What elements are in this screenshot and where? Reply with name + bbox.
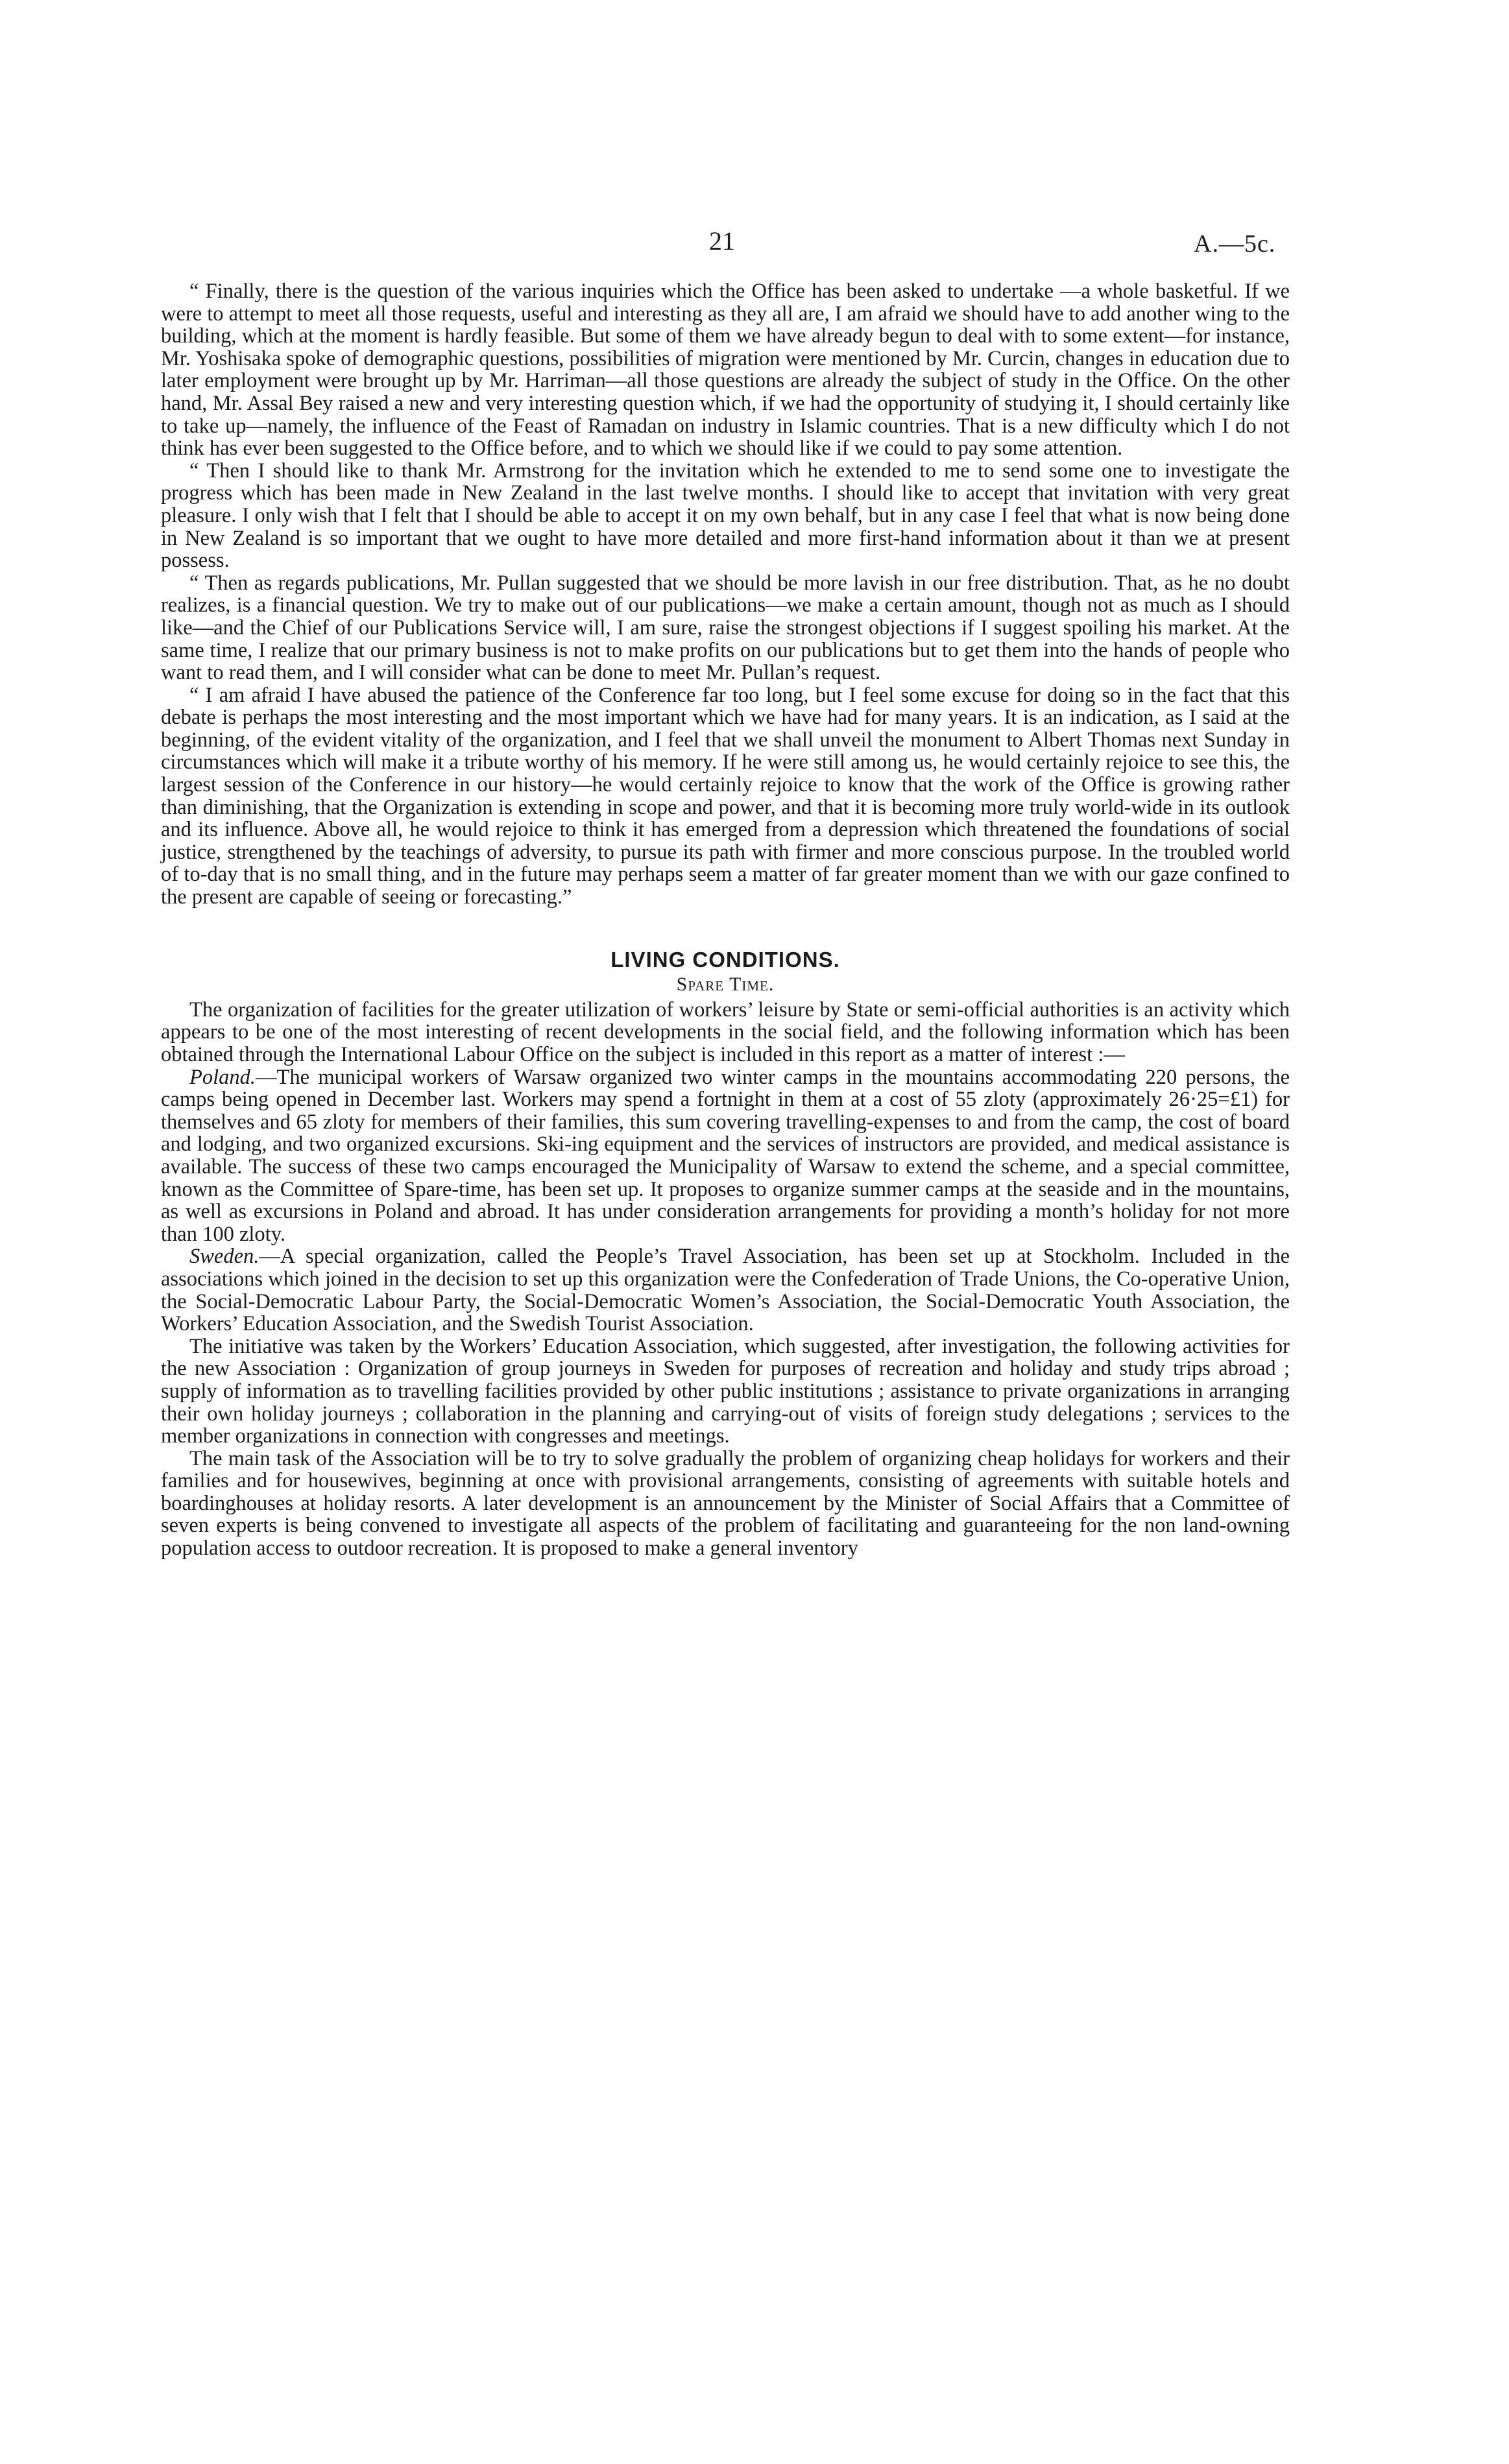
sweden-text: —A special organization, called the People’s Travel Association, has been set up at Stockholm. Included in the associations which joined in the decision to set up this organization were the Confederation of Trade Unions, the Co-operative Union, the Social-Democratic Labour Party, the Social-Democratic Women’s Association, the Social-Democratic Youth Association, the Workers’ Education Association, and the Swedish Tourist Association. <box>161 1245 1290 1336</box>
sweden-paragraph <box>161 1245 1290 1335</box>
poland-paragraph <box>161 1066 1290 1246</box>
section-subheading: Spare Time. <box>676 974 775 996</box>
document-reference: A.—5c. <box>1194 230 1276 257</box>
speech-paragraph: “ I am afraid I have abused the patience of the Conference far too long, but I feel some excuse for doing so in the fact that this debate is perhaps the most interesting and the most important which we have had for many years. It is an indication, as I said at the beginning, of the evident vitality of the organization, and I feel that we shall unveil the monument to Albert Thomas next Sunday in circumstances which will make it a tribute worthy of his memory. If he were still among us, he would certainly rejoice to see this, the largest session of the Conference in our history—he would certainly rejoice to know that the work of the Office is growing rather than diminishing, that the Organization is extending in scope and power, and that it is becoming more truly world-wide in its outlook and its influence. Above all, he would rejoice to think it has emerged from a depression which threatened the foundations of social justice, strengthened by the teachings of adversity, to pursue its path with firmer and more conscious purpose. In the troubled world of to-day that is no small thing, and in the future may perhaps seem a matter of far greater moment than we with our gaze confined to the present are capable of seeing or forecasting.” <box>161 683 1290 909</box>
continuation-paragraph: The initiative was taken by the Workers’ Education Association, which suggested, after investigation, the following activities for the new Association : Organization of group journeys in Sweden for purposes of recreation and holiday and study trips abroad ; supply of information as to travelling facilities provided by other public institutions ; assistance to private organizations in arranging their own holiday journeys ; collaboration in the planning and carrying-out of visits of foreign study delegations ; services to the member organizations in connection with congresses and meetings. <box>161 1334 1290 1448</box>
continuation-paragraph: The main task of the Association will be to try to solve gradually the problem of organizing cheap holidays for workers and their families and for housewives, beginning at once with provisional arrangements, consisting of agreements with suitable hotels and boardinghouses at holiday resorts. A later development is an announcement by the Minister of Social Affairs that a Committee of seven experts is being convened to investigate all aspects of the problem of facilitating and guaranteeing for the non land-owning population access to outdoor recreation. It is proposed to make a general inventory <box>161 1446 1290 1561</box>
country-label-sweden: Sweden. <box>189 1245 260 1269</box>
page-body <box>161 280 1290 1560</box>
speech-paragraph: “ Then as regards publications, Mr. Pullan suggested that we should be more lavish in our free distribution. That, as he no doubt realizes, is a financial question. We try to make out of our publications—we make a certain amount, though not as much as I should like—and the Chief of our Publications Service will, I am sure, raise the strongest objections if I suggest spoiling his market. At the same time, I realize that our primary business is not to make profits on our publications but to get them into the hands of people who want to read them, and I will consider what can be done to meet Mr. Pullan’s request. <box>161 571 1290 685</box>
country-label-poland: Poland. <box>189 1065 256 1089</box>
intro-paragraph: The organization of facilities for the greater utilization of workers’ leisure by State or semi-official authorities is an activity which appears to be one of the most interesting of recent developments in the social field, and the following information which has been obtained through the International Labour Office on the subject is included in this report as a matter of interest :— <box>161 998 1290 1066</box>
poland-text: —The municipal workers of Warsaw organized two winter camps in the mountains accommodating 220 persons, the camps being opened in December last. Workers may spend a fortnight in them at a cost of 55 zloty (approximately 26·25=£1) for themselves and 65 zloty for members of their families, this sum covering travelling-expenses to and from the camp, the cost of board and lodging, and two organized excursions. Ski-ing equipment and the services of instructors are provided, and medical assistance is available. The success of these two camps encouraged the Municipality of Warsaw to extend the scheme, and a special committee, known as the Committee of Spare-time, has been set up. It proposes to organize summer camps at the seaside and in the mountains, as well as excursions in Poland and abroad. It has under consideration arrangements for providing a month’s holiday for not more than 100 zloty. <box>161 1065 1290 1246</box>
page-number: 21 <box>709 226 735 256</box>
speech-paragraph: “ Finally, there is the question of the various inquiries which the Office has been asked to undertake —a whole basketful. If we were to attempt to meet all those requests, useful and interesting as they all are, I am afraid we should have to add another wing to the building, which at the moment is hardly feasible. But some of them we have already begun to deal with to some extent—for instance, Mr. Yoshisaka spoke of demographic questions, possibilities of migration were mentioned by Mr. Curcin, changes in education due to later employment were brought up by Mr. Harriman—all those questions are already the subject of study in the Office. On the other hand, Mr. Assal Bey raised a new and very interesting question which, if we had the opportunity of studying it, I should certainly like to take up—namely, the influence of the Feast of Ramadan on industry in Islamic countries. That is a new difficulty which I do not think has ever been suggested to the Office before, and to which we should like if we could to pay some attention. <box>161 280 1290 461</box>
section-heading: LIVING CONDITIONS. <box>610 947 840 972</box>
speech-paragraph: “ Then I should like to thank Mr. Armstrong for the invitation which he extended to me to send some one to investigate the progress which has been made in New Zealand in the last twelve months. I should like to accept that invitation with very great pleasure. I only wish that I felt that I should be able to accept it on my own behalf, but in any case I feel that what is now being done in New Zealand is so important that we ought to have more detailed and more first-hand information about it than we at present possess. <box>161 459 1290 573</box>
